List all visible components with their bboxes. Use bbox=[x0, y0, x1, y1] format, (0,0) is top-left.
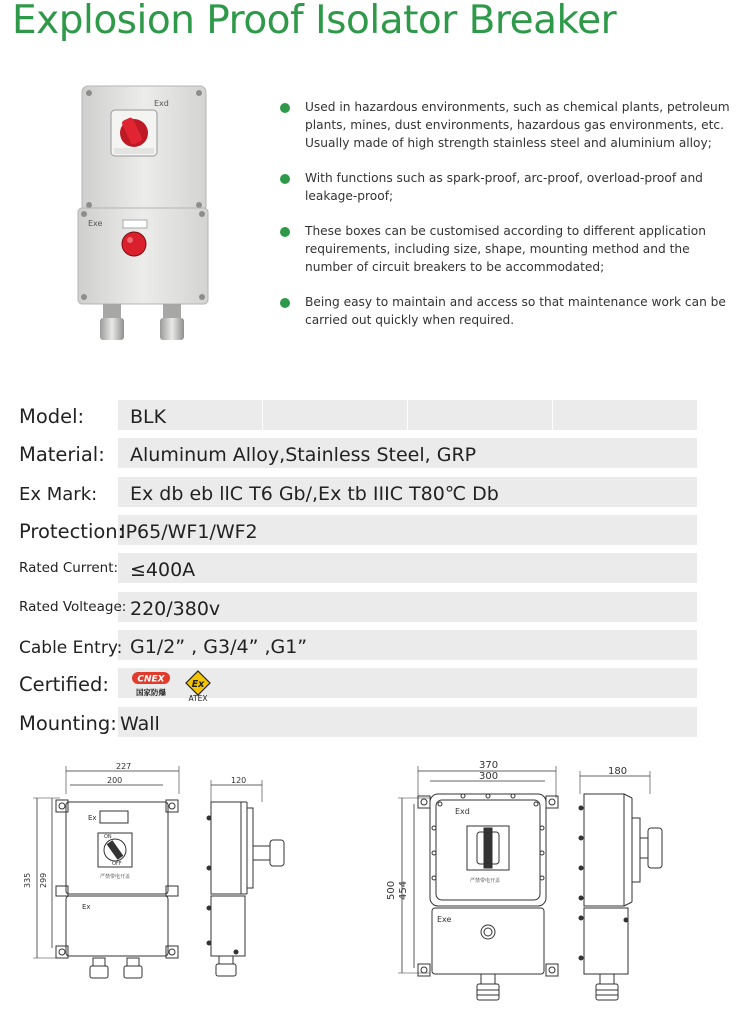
spec-label-rated-voltage: Rated Volteage: bbox=[19, 599, 127, 615]
small-front-view bbox=[23, 762, 179, 978]
atex-logo-icon bbox=[186, 671, 210, 702]
svg-text:严禁带电开盖: 严禁带电开盖 bbox=[470, 878, 501, 884]
feature-item: Being easy to maintain and access so that maintenance work can be carried out quickly when required. bbox=[280, 293, 732, 329]
product-image bbox=[68, 80, 218, 348]
spec-row-certified bbox=[0, 666, 744, 700]
spec-label-protection: Protection: bbox=[19, 520, 125, 543]
spec-label-ex-mark: Ex Mark: bbox=[19, 484, 98, 505]
svg-text:ON: ON bbox=[104, 834, 112, 840]
dim-small-height-outer: 335 bbox=[23, 872, 32, 888]
spec-bar bbox=[118, 553, 697, 583]
svg-text:Ex: Ex bbox=[82, 903, 91, 911]
dimension-drawings bbox=[0, 758, 744, 1036]
dim-small-height-inner: 299 bbox=[39, 872, 48, 888]
small-side-view bbox=[207, 776, 284, 976]
dim-large-depth: 180 bbox=[608, 766, 628, 777]
spec-value-rated-voltage: 220/380v bbox=[130, 598, 221, 620]
spec-label-rated-current: Rated Current: bbox=[19, 560, 119, 576]
bullet-dot-icon bbox=[280, 227, 290, 237]
dim-small-depth: 120 bbox=[231, 776, 247, 785]
spec-row-mounting bbox=[0, 705, 744, 739]
large-side-view bbox=[579, 766, 662, 1000]
feature-list bbox=[280, 98, 732, 346]
certification-logos bbox=[132, 670, 222, 702]
spec-value-rated-current: ≤400A bbox=[130, 559, 196, 581]
spec-row-ex-mark bbox=[0, 475, 744, 509]
page-title: Explosion Proof Isolator Breaker bbox=[12, 0, 617, 43]
feature-item: With functions such as spark-proof, arc-proof, overload-proof and leakage-proof; bbox=[280, 169, 732, 205]
spec-bar bbox=[118, 400, 697, 430]
spec-row-rated-voltage bbox=[0, 590, 744, 624]
spec-value-ex-mark: Ex db eb llC T6 Gb/,Ex tb IIIC T80℃ Db bbox=[130, 483, 499, 505]
spec-value-protection: IP65/WF1/WF2 bbox=[120, 521, 258, 543]
svg-text:Exe: Exe bbox=[437, 915, 452, 924]
large-front-view bbox=[386, 760, 558, 1000]
spec-row-material bbox=[0, 436, 744, 470]
dim-large-height-outer: 500 bbox=[386, 880, 397, 900]
svg-text:Exd: Exd bbox=[455, 807, 470, 816]
spec-row-rated-current bbox=[0, 551, 744, 585]
spec-row-protection bbox=[0, 513, 744, 547]
spec-value-mounting: Wall bbox=[120, 713, 160, 735]
svg-text:CNEX: CNEX bbox=[137, 674, 165, 685]
svg-text:国家防爆: 国家防爆 bbox=[136, 688, 166, 697]
dim-large-height-inner: 454 bbox=[398, 880, 409, 900]
dim-small-width-inner: 200 bbox=[107, 776, 123, 785]
spec-label-cable-entry: Cable Entry: bbox=[19, 638, 123, 658]
cnex-logo-icon bbox=[132, 672, 170, 697]
spec-bar bbox=[118, 707, 697, 737]
feature-item: These boxes can be customised according to different application requirements, including size, shape, mounting method and the number of circuit breakers to be accommodated; bbox=[280, 222, 732, 276]
svg-text:Ex: Ex bbox=[191, 679, 205, 690]
bullet-dot-icon bbox=[280, 298, 290, 308]
product-exd-marking: Exd bbox=[154, 99, 169, 108]
bullet-dot-icon bbox=[280, 174, 290, 184]
svg-text:ATEX: ATEX bbox=[188, 694, 208, 702]
spec-value-cable-entry: G1/2” , G3/4” ,G1” bbox=[130, 636, 308, 658]
svg-text:严禁带电开盖: 严禁带电开盖 bbox=[100, 874, 131, 880]
svg-text:Ex: Ex bbox=[88, 814, 97, 822]
spec-label-model: Model: bbox=[19, 405, 85, 428]
spec-row-cable-entry bbox=[0, 628, 744, 662]
spec-value-model: BLK bbox=[130, 406, 167, 428]
svg-text:OFF: OFF bbox=[112, 861, 122, 867]
feature-item: Used in hazardous environments, such as chemical plants, petroleum plants, mines, dust environments, hazardous gas environments, etc. Usually made of high strength stainless steel and aluminium alloy; bbox=[280, 98, 732, 152]
dim-large-width-outer: 370 bbox=[479, 760, 499, 771]
spec-label-mounting: Mounting: bbox=[19, 712, 117, 735]
dim-small-width-outer: 227 bbox=[116, 762, 132, 771]
product-exe-marking: Exe bbox=[88, 219, 103, 228]
spec-value-material: Aluminum Alloy,Stainless Steel, GRP bbox=[130, 444, 477, 466]
dim-large-width-inner: 300 bbox=[479, 771, 499, 782]
spec-row-model bbox=[0, 398, 744, 432]
spec-label-material: Material: bbox=[19, 443, 105, 466]
spec-label-certified: Certified: bbox=[19, 673, 109, 696]
bullet-dot-icon bbox=[280, 103, 290, 113]
